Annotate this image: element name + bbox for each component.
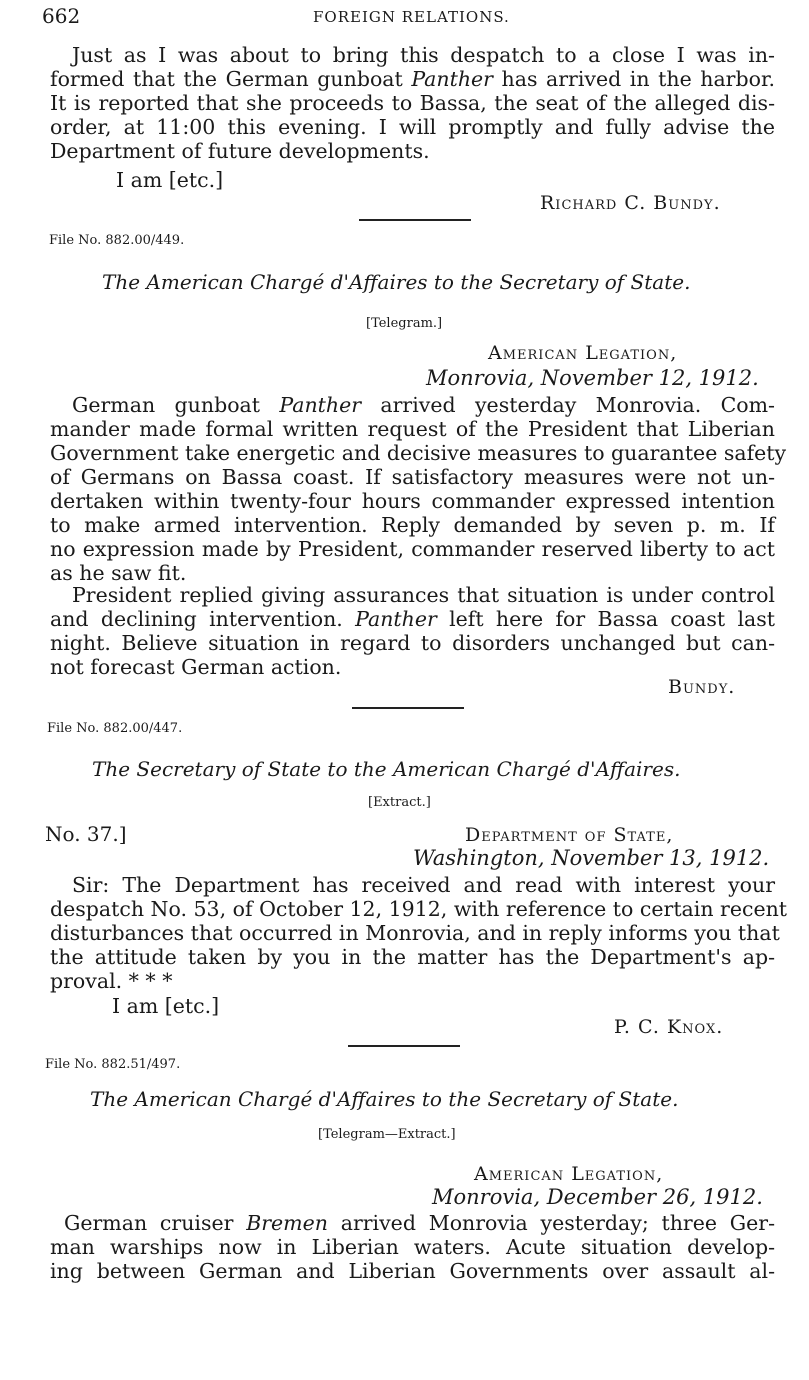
- ship-name: Panther: [279, 393, 362, 417]
- document-note: [Telegram—Extract.]: [318, 1127, 456, 1142]
- signature: Richard C. Bundy.: [540, 192, 721, 214]
- ship-name: Bremen: [246, 1211, 328, 1235]
- body-line: ing between German and Liberian Governments over assault al-: [50, 1259, 775, 1283]
- despatch-number: No. 37.]: [45, 822, 127, 846]
- running-title: FOREIGN RELATIONS.: [313, 8, 510, 26]
- file-number: File No. 882.00/449.: [49, 233, 185, 248]
- body-line: Government take energetic and decisive measures to guarantee safety: [50, 441, 787, 465]
- body-line: and declining intervention. Panther left here for Bassa coast last: [50, 607, 776, 631]
- body-line: Sir: The Department has received and read with interest your: [72, 873, 775, 897]
- body-line: despatch No. 53, of October 12, 1912, with reference to certain recent: [50, 897, 788, 921]
- signature: Bundy.: [668, 676, 736, 698]
- closing: I am [etc.]: [112, 994, 220, 1018]
- divider: [348, 1045, 460, 1047]
- body-line: Department of future developments.: [50, 139, 430, 163]
- dateline-place: American Legation,: [474, 1163, 664, 1185]
- body-line: mander made formal written request of the President that Liberian: [50, 417, 775, 441]
- body-line: night. Believe situation in regard to disorders unchanged but can-: [50, 631, 775, 655]
- body-line: German gunboat Panther arrived yesterday Monrovia. Com-: [72, 393, 775, 417]
- body-line: It is reported that she proceeds to Bassa, the seat of the alleged dis-: [50, 91, 775, 115]
- body-line: of Germans on Bassa coast. If satisfactory measures were not un-: [50, 465, 775, 489]
- document-title: The American Chargé d'Affaires to the Secretary of State.: [90, 1087, 679, 1111]
- body-line: proval. * * *: [50, 969, 173, 993]
- body-line: as he saw fit.: [50, 561, 187, 585]
- body-line: man warships now in Liberian waters. Acute situation develop-: [50, 1235, 775, 1259]
- dateline-place: American Legation,: [488, 342, 678, 364]
- dateline-place: Department of State,: [465, 824, 674, 846]
- body-line: order, at 11:00 this evening. I will promptly and fully advise the: [50, 115, 775, 139]
- body-line: German cruiser Bremen arrived Monrovia yesterday; three Ger-: [64, 1211, 775, 1235]
- closing: I am [etc.]: [116, 168, 224, 192]
- page-number: 662: [42, 4, 81, 28]
- ship-name: Panther: [411, 67, 493, 91]
- document-title: The Secretary of State to the American Chargé d'Affaires.: [92, 757, 681, 781]
- divider: [359, 219, 471, 221]
- document-title: The American Chargé d'Affaires to the Secretary of State.: [102, 270, 691, 294]
- body-line: to make armed intervention. Reply demanded by seven p. m. If: [50, 513, 775, 537]
- file-number: File No. 882.00/447.: [47, 721, 183, 736]
- file-number: File No. 882.51/497.: [45, 1057, 181, 1072]
- body-line: Just as I was about to bring this despatch to a close I was in-: [72, 43, 775, 67]
- dateline-date: Washington, November 13, 1912.: [413, 846, 770, 870]
- dateline-date: Monrovia, December 26, 1912.: [432, 1185, 763, 1209]
- body-line: the attitude taken by you in the matter has the Department's ap-: [50, 945, 775, 969]
- body-line: President replied giving assurances that situation is under control: [72, 583, 775, 607]
- body-line: disturbances that occurred in Monrovia, and in reply informs you that: [50, 921, 780, 945]
- ship-name: Panther: [355, 607, 437, 631]
- body-line: formed that the German gunboat Panther has arrived in the harbor.: [50, 67, 776, 91]
- body-line: dertaken within twenty-four hours commander expressed intention: [50, 489, 775, 513]
- signature: P. C. Knox.: [614, 1016, 724, 1038]
- document-note: [Telegram.]: [366, 316, 443, 331]
- divider: [352, 707, 464, 709]
- dateline-date: Monrovia, November 12, 1912.: [426, 366, 759, 390]
- body-line: not forecast German action.: [50, 655, 342, 679]
- body-line: no expression made by President, commander reserved liberty to act: [50, 537, 775, 561]
- document-note: [Extract.]: [368, 795, 431, 810]
